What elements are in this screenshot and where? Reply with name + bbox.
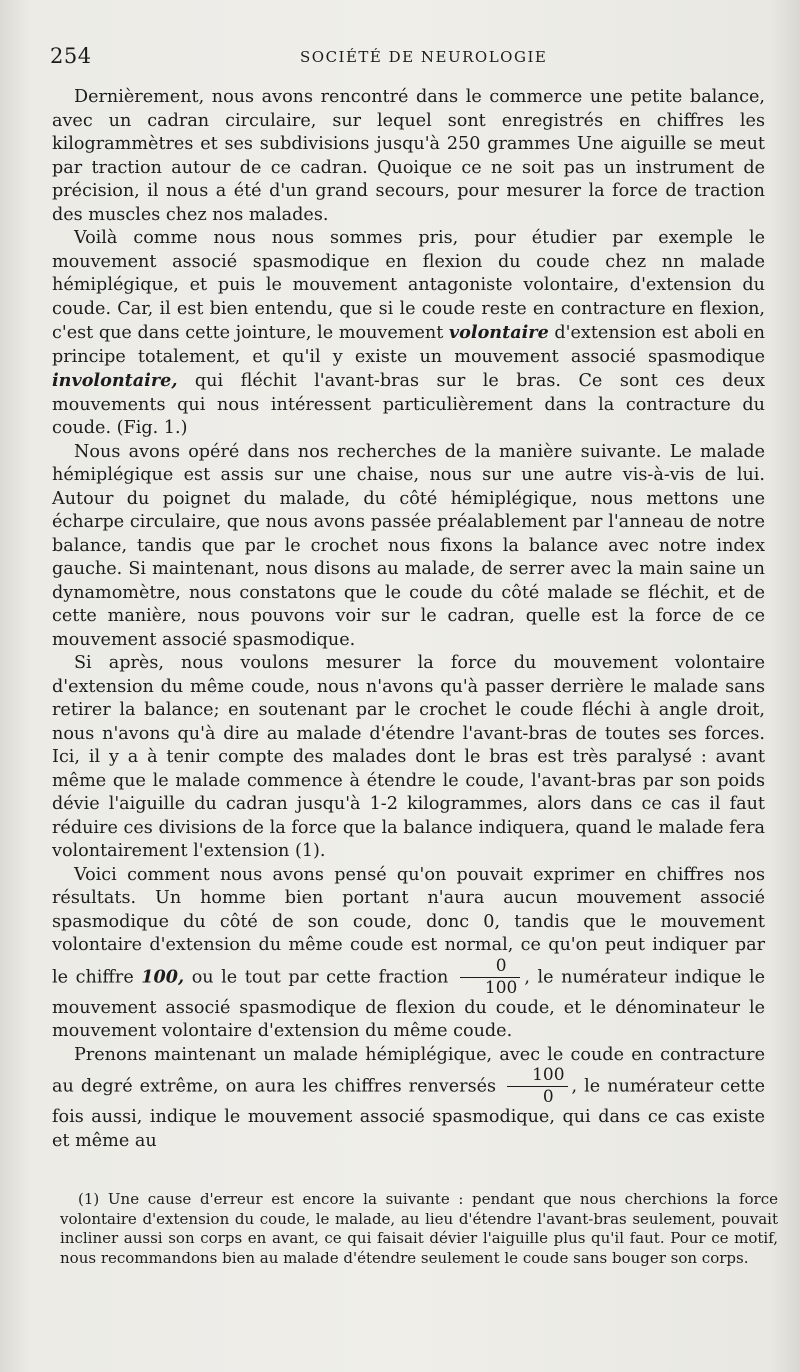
- page-header: [50, 44, 760, 74]
- fraction-numerator: 0: [460, 958, 520, 978]
- emphasis-100: 100,: [141, 966, 185, 987]
- paragraph-3: Nous avons opéré dans nos recherches de la manière suivante. Le malade hémiplégique est assis sur une chaise, nous sur une autre vis-à-vis de lui. Autour du poignet du malade, du côté hémiplégique, nous mettons une écharpe circulaire, que nous avons passée préalablement par l'anneau de notre balance, tandis que par le crochet nous fixons la balance avec notre index gauche. Si maintenant, nous disons au malade, de serrer avec la main saine un dynamomètre, nous constatons que le coude du côté malade se fléchit, et de cette manière, nous pouvons voir sur le cadran, quelle est la force de ce mouvement associé spasmodique.: [52, 441, 765, 650]
- body-text: [52, 86, 765, 1153]
- emphasis-involontaire: involontaire,: [52, 370, 178, 391]
- fraction-numerator: 100: [507, 1067, 567, 1087]
- fraction-denominator: 100: [484, 977, 518, 998]
- running-title: SOCIÉTÉ DE NEUROLOGIE: [300, 48, 548, 66]
- fraction-0-over-100: [460, 955, 520, 998]
- footnote: [60, 1190, 778, 1268]
- paragraph-2: Voilà comme nous nous sommes pris, pour étudier par exemple le mouvement associé spasmodique en flexion du coude chez nn malade hémiplégique, et puis le mouvement antagoniste volontaire, d'extension du coude. Car, il est bien entendu, que si le coude reste en contracture en flexion, c'est que dans cette jointure, le mouvement volontaire d'extension est aboli en principe totalement, et qu'il y existe un mouvement associé spasmodique involontaire, qui fléchit l'avant-bras sur le bras. Ce sont ces deux mouvements qui nous intéressent particulièrement dans la contracture du coude. (Fig. 1.): [52, 228, 765, 438]
- paragraph-1: Dernièrement, nous avons rencontré dans le commerce une petite balance, avec un cadran circulaire, sur lequel sont enregistrés en chiffres les kilogrammètres et ses subdivisions jusqu'à 250 grammes Une aiguille se meut par traction autour de ce cadran. Quoique ce ne soit pas un instrument de précision, il nous a été d'un grand secours, pour mesurer la force de traction des muscles chez nos malades.: [52, 87, 765, 225]
- paragraph-4: Si après, nous voulons mesurer la force du mouvement volontaire d'extension du même coude, nous n'avons qu'à passer derrière le malade sans retirer la balance; en soutenant par le crochet le coude fléchi à angle droit, nous n'avons qu'à dire au malade d'étendre l'avant-bras de toutes ses forces. Ici, il y a à tenir compte des malades dont le bras est très paralysé : avant même que le malade commence à étendre le coude, l'avant-bras par son poids dévie l'aiguille du cadran jusqu'à 1-2 kilogrammes, alors dans ce cas il faut réduire ces divisions de la force que la balance indiquera, quand le malade fera volontairement l'extension (1).: [52, 653, 765, 861]
- footnote-text: (1) Une cause d'erreur est encore la suivante : pendant que nous cherchions la force volontaire d'extension du coude, le malade, au lieu d'étendre l'avant-bras seulement, pouvait incliner aussi son corps en avant, ce qui faisait dévier l'aiguille plus qu'il faut. Pour ce motif, nous recommandons bien au malade d'étendre seulement le coude sans bouger son corps.: [60, 1190, 778, 1267]
- paragraph-5: Voici comment nous avons pensé qu'on pouvait exprimer en chiffres nos résultats. Un homme bien portant n'aura aucun mouvement associé spasmodique du côté de son coude, donc 0, tandis que le mouvement volontaire d'extension du même coude est normal, ce qu'on peut indiquer par le chiffre 100, ou le tout par cette fraction $\frac{0}{100}$ , le numérateur indique le mouvement associé spasmodique de flexion du coude, et le dénominateur le mouvement volontaire d'extension du même coude.: [52, 864, 765, 1041]
- paragraph-6: Prenons maintenant un malade hémiplégique, avec le coude en contracture au degré extrême, on aura les chiffres renversés $\frac{100}{0}$ , le numérateur cette fois aussi, indique le mouvement associé spasmodique, qui dans ce cas existe et même au: [52, 1044, 766, 1151]
- page-number: 254: [50, 44, 92, 68]
- emphasis-volontaire: volontaire: [448, 322, 549, 343]
- fraction-denominator: 0: [542, 1087, 554, 1107]
- fraction-100-over-0: [507, 1067, 567, 1106]
